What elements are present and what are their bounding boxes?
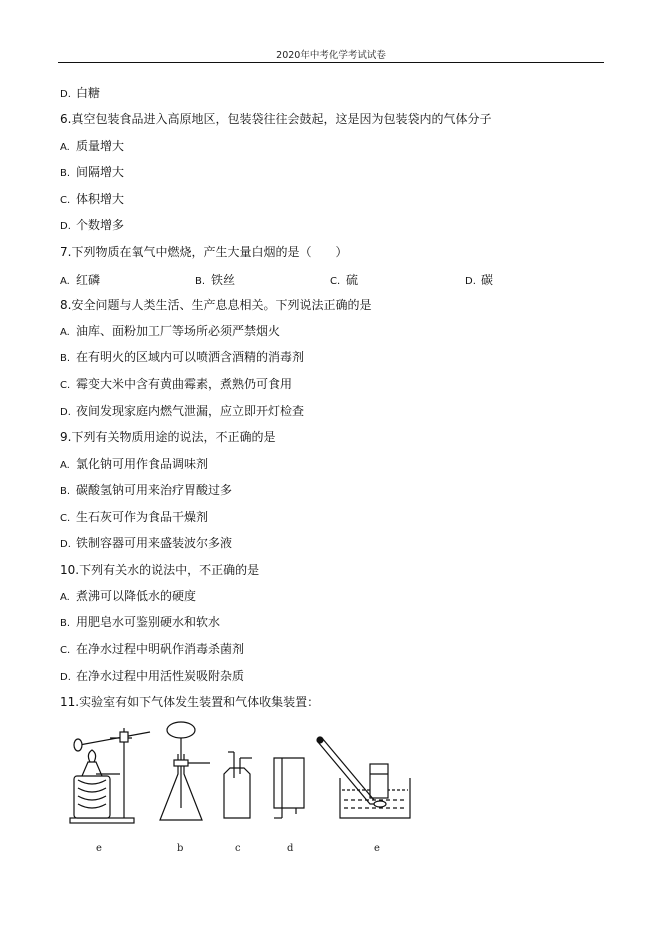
question-stem: 10.下列有关水的说法中，不正确的是 xyxy=(60,563,260,577)
option-c xyxy=(330,271,358,288)
option-text: 白糖 xyxy=(76,86,101,100)
option-text: 在有明火的区域内可以喷洒含酒精的消毒剂 xyxy=(76,350,305,364)
option-text: 在净水过程中明矾作消毒杀菌剂 xyxy=(76,642,245,656)
apparatus-gas-bottle-d xyxy=(274,758,304,818)
option-letter: A. xyxy=(60,142,70,153)
option-a xyxy=(60,271,100,288)
question-stem: 8.安全问题与人类生活、生产息息相关。下列说法正确的是 xyxy=(60,298,372,312)
option-text: 质量增大 xyxy=(76,139,125,153)
option-a xyxy=(60,457,208,473)
option-b xyxy=(195,271,235,288)
option-text: 用肥皂水可鉴别硬水和软水 xyxy=(76,615,221,629)
option-c xyxy=(60,642,244,658)
header-divider xyxy=(58,62,604,63)
option-letter: B. xyxy=(60,486,71,497)
apparatus-label: e xyxy=(96,843,102,854)
option-letter: B. xyxy=(60,168,71,179)
apparatus-label: c xyxy=(235,843,241,854)
option-letter: D. xyxy=(60,407,71,418)
option-d xyxy=(60,404,304,420)
option-text: 在净水过程中用活性炭吸附杂质 xyxy=(76,669,245,683)
apparatus-conical-flask xyxy=(160,722,210,820)
option-letter: C. xyxy=(60,380,71,391)
option-letter: D. xyxy=(60,89,71,100)
lab-apparatus-figure xyxy=(60,718,430,858)
question-stem: 9.下列有关物质用途的说法，不正确的是 xyxy=(60,430,276,444)
option-b xyxy=(60,483,232,499)
apparatus-label: e xyxy=(374,843,380,854)
option-letter: B. xyxy=(60,353,71,364)
option-text: 间隔增大 xyxy=(76,165,125,179)
option-text: 红磷 xyxy=(76,273,101,287)
option-c xyxy=(60,192,124,208)
option-letter: D. xyxy=(465,276,476,287)
option-letter: D. xyxy=(60,539,71,550)
apparatus-water-trough xyxy=(317,737,410,818)
option-letter: A. xyxy=(60,592,70,603)
option-text: 个数增多 xyxy=(76,218,125,232)
option-letter: C. xyxy=(60,645,71,656)
option-letter: A. xyxy=(60,327,70,338)
option-d xyxy=(60,669,244,685)
apparatus-gas-bottle-c xyxy=(224,752,252,818)
option-letter: B. xyxy=(195,276,206,287)
option-text: 生石灰可作为食品干燥剂 xyxy=(76,510,209,524)
option-b xyxy=(60,615,220,631)
option-text: 体积增大 xyxy=(76,192,125,206)
option-text: 铁制容器可用来盛装波尔多液 xyxy=(76,536,233,550)
apparatus-label: b xyxy=(177,843,184,854)
option-letter: A. xyxy=(60,276,70,287)
option-text: 夜间发现家庭内燃气泄漏，应立即开灯检查 xyxy=(76,404,305,418)
options-row xyxy=(60,271,600,285)
option-letter: D. xyxy=(60,672,71,683)
apparatus-heating-stand xyxy=(70,728,150,823)
option-letter: C. xyxy=(60,513,71,524)
option-b xyxy=(60,165,124,181)
option-b xyxy=(60,350,304,366)
option-letter: B. xyxy=(60,618,71,629)
option-a xyxy=(60,324,280,340)
option-d xyxy=(60,218,124,234)
option-d xyxy=(465,271,493,288)
option-c xyxy=(60,510,208,526)
option-d xyxy=(60,86,100,102)
option-letter: D. xyxy=(60,221,71,232)
option-text: 油库、面粉加工厂等场所必须严禁烟火 xyxy=(76,324,281,338)
option-d xyxy=(60,536,232,552)
question-stem: 11.实验室有如下气体发生装置和气体收集装置： xyxy=(60,695,320,709)
question-stem: 7.下列物质在氧气中燃烧，产生大量白烟的是（ ） xyxy=(60,245,348,259)
apparatus-label: d xyxy=(287,843,294,854)
option-text: 霉变大米中含有黄曲霉素，煮熟仍可食用 xyxy=(76,377,293,391)
option-a xyxy=(60,139,124,155)
option-text: 碳酸氢钠可用来治疗胃酸过多 xyxy=(76,483,233,497)
option-letter: A. xyxy=(60,460,70,471)
option-letter: C. xyxy=(330,276,341,287)
option-a xyxy=(60,589,196,605)
option-letter: C. xyxy=(60,195,71,206)
option-text: 铁丝 xyxy=(211,273,236,287)
option-c xyxy=(60,377,292,393)
option-text: 硫 xyxy=(346,273,359,287)
option-text: 碳 xyxy=(481,273,494,287)
question-stem: 6.真空包装食品进入高原地区，包装袋往往会鼓起，这是因为包装袋内的气体分子 xyxy=(60,112,492,126)
option-text: 煮沸可以降低水的硬度 xyxy=(76,589,197,603)
page-header: 2020年中考化学考试试卷 xyxy=(276,50,386,61)
option-text: 氯化钠可用作食品调味剂 xyxy=(76,457,209,471)
